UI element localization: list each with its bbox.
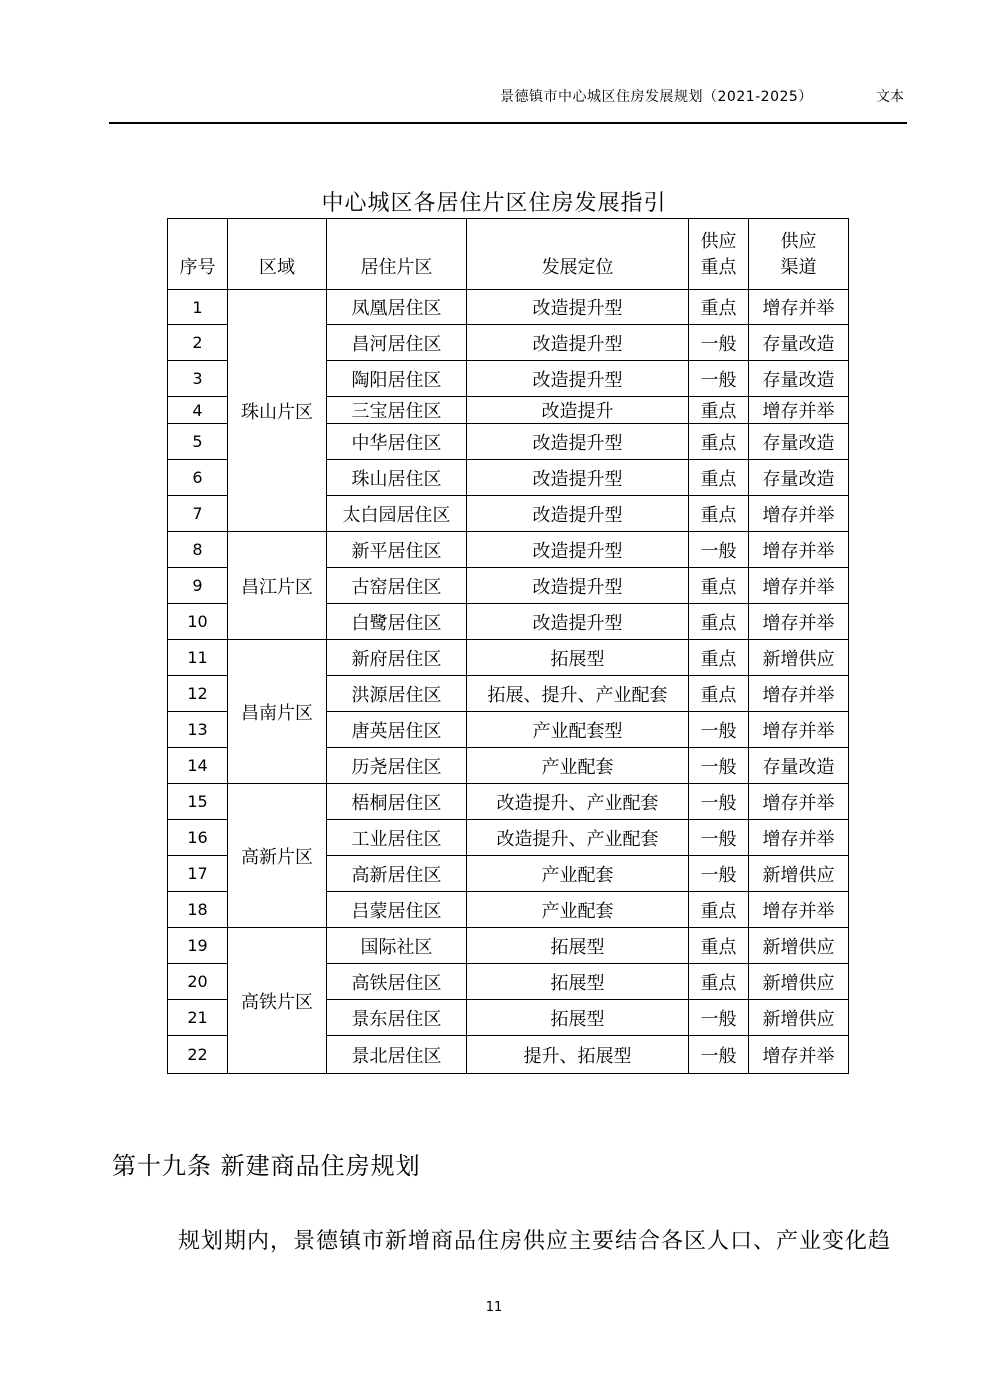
positioning-cell: 改造提升 [467, 397, 689, 424]
row-number: 1 [168, 290, 228, 325]
channel-cell: 增存并举 [749, 290, 849, 325]
channel-cell: 增存并举 [749, 712, 849, 748]
positioning-cell: 产业配套型 [467, 712, 689, 748]
table-row [168, 640, 849, 676]
district-cell: 珠山居住区 [327, 460, 467, 496]
priority-cell: 重点 [689, 424, 749, 460]
district-cell: 古窑居住区 [327, 568, 467, 604]
positioning-cell: 改造提升型 [467, 361, 689, 397]
priority-cell: 一般 [689, 712, 749, 748]
district-cell: 中华居住区 [327, 424, 467, 460]
positioning-cell: 产业配套 [467, 856, 689, 892]
priority-cell: 一般 [689, 361, 749, 397]
row-number: 2 [168, 325, 228, 361]
priority-cell: 一般 [689, 1000, 749, 1036]
priority-cell: 重点 [689, 676, 749, 712]
header-divider [109, 122, 907, 124]
positioning-cell: 改造提升、产业配套 [467, 784, 689, 820]
row-number: 22 [168, 1036, 228, 1074]
column-header-no: 序号 [168, 219, 228, 290]
channel-cell: 新增供应 [749, 640, 849, 676]
positioning-cell: 拓展、提升、产业配套 [467, 676, 689, 712]
district-cell: 高铁居住区 [327, 964, 467, 1000]
channel-cell: 新增供应 [749, 856, 849, 892]
district-cell: 景北居住区 [327, 1036, 467, 1074]
row-number: 5 [168, 424, 228, 460]
column-header-channel: 供应 渠道 [749, 219, 849, 290]
row-number: 12 [168, 676, 228, 712]
row-number: 11 [168, 640, 228, 676]
district-cell: 梧桐居住区 [327, 784, 467, 820]
district-cell: 新府居住区 [327, 640, 467, 676]
priority-cell: 一般 [689, 748, 749, 784]
table-body [168, 290, 849, 1074]
row-number: 16 [168, 820, 228, 856]
priority-cell: 重点 [689, 496, 749, 532]
channel-cell: 新增供应 [749, 964, 849, 1000]
district-cell: 白鹭居住区 [327, 604, 467, 640]
channel-cell: 存量改造 [749, 424, 849, 460]
row-number: 20 [168, 964, 228, 1000]
positioning-cell: 产业配套 [467, 748, 689, 784]
channel-cell: 新增供应 [749, 1000, 849, 1036]
channel-cell: 增存并举 [749, 892, 849, 928]
district-cell: 太白园居住区 [327, 496, 467, 532]
row-number: 3 [168, 361, 228, 397]
positioning-cell: 产业配套 [467, 892, 689, 928]
zone-cell: 昌江片区 [228, 532, 327, 640]
priority-cell: 一般 [689, 856, 749, 892]
zone-cell: 珠山片区 [228, 290, 327, 532]
priority-cell: 一般 [689, 532, 749, 568]
channel-cell: 增存并举 [749, 532, 849, 568]
zone-cell: 昌南片区 [228, 640, 327, 784]
district-cell: 新平居住区 [327, 532, 467, 568]
district-cell: 三宝居住区 [327, 397, 467, 424]
channel-cell: 增存并举 [749, 397, 849, 424]
table-title: 中心城区各居住片区住房发展指引 [321, 191, 667, 216]
priority-cell: 重点 [689, 397, 749, 424]
channel-cell: 存量改造 [749, 460, 849, 496]
row-number: 10 [168, 604, 228, 640]
channel-cell: 存量改造 [749, 325, 849, 361]
column-header-positioning: 发展定位 [467, 219, 689, 290]
table-row [168, 928, 849, 964]
row-number: 4 [168, 397, 228, 424]
row-number: 8 [168, 532, 228, 568]
positioning-cell: 改造提升型 [467, 604, 689, 640]
district-cell: 洪源居住区 [327, 676, 467, 712]
table-row [168, 784, 849, 820]
district-cell: 国际社区 [327, 928, 467, 964]
page-number: 11 [485, 1300, 503, 1315]
document-title: 景德镇市中心城区住房发展规划（2021-2025） [500, 89, 813, 105]
positioning-cell: 改造提升型 [467, 460, 689, 496]
channel-cell: 新增供应 [749, 928, 849, 964]
positioning-cell: 改造提升型 [467, 532, 689, 568]
positioning-cell: 改造提升型 [467, 325, 689, 361]
zone-cell: 高新片区 [228, 784, 327, 928]
housing-guide-table [167, 218, 849, 1074]
row-number: 7 [168, 496, 228, 532]
section-heading: 第十九条 新建商品住房规划 [112, 1152, 421, 1180]
table-row [168, 532, 849, 568]
row-number: 18 [168, 892, 228, 928]
column-header-priority: 供应 重点 [689, 219, 749, 290]
district-cell: 工业居住区 [327, 820, 467, 856]
priority-cell: 重点 [689, 928, 749, 964]
priority-cell: 一般 [689, 820, 749, 856]
positioning-cell: 拓展型 [467, 640, 689, 676]
row-number: 17 [168, 856, 228, 892]
channel-cell: 存量改造 [749, 361, 849, 397]
channel-cell: 增存并举 [749, 496, 849, 532]
district-cell: 凤凰居住区 [327, 290, 467, 325]
district-cell: 唐英居住区 [327, 712, 467, 748]
row-number: 19 [168, 928, 228, 964]
district-cell: 历尧居住区 [327, 748, 467, 784]
positioning-cell: 拓展型 [467, 1000, 689, 1036]
body-paragraph: 规划期内，景德镇市新增商品住房供应主要结合各区人口、产业变化趋 [178, 1229, 892, 1254]
positioning-cell: 改造提升型 [467, 424, 689, 460]
positioning-cell: 改造提升型 [467, 496, 689, 532]
district-cell: 吕蒙居住区 [327, 892, 467, 928]
channel-cell: 增存并举 [749, 676, 849, 712]
row-number: 14 [168, 748, 228, 784]
channel-cell: 增存并举 [749, 568, 849, 604]
priority-cell: 重点 [689, 460, 749, 496]
positioning-cell: 拓展型 [467, 964, 689, 1000]
priority-cell: 一般 [689, 784, 749, 820]
row-number: 6 [168, 460, 228, 496]
district-cell: 高新居住区 [327, 856, 467, 892]
district-cell: 景东居住区 [327, 1000, 467, 1036]
priority-cell: 一般 [689, 1036, 749, 1074]
row-number: 9 [168, 568, 228, 604]
channel-cell: 存量改造 [749, 748, 849, 784]
positioning-cell: 改造提升型 [467, 290, 689, 325]
priority-cell: 重点 [689, 604, 749, 640]
district-cell: 昌河居住区 [327, 325, 467, 361]
zone-cell: 高铁片区 [228, 928, 327, 1074]
positioning-cell: 提升、拓展型 [467, 1036, 689, 1074]
row-number: 15 [168, 784, 228, 820]
positioning-cell: 改造提升型 [467, 568, 689, 604]
section-label: 文本 [876, 89, 904, 105]
column-header-district: 居住片区 [327, 219, 467, 290]
positioning-cell: 改造提升、产业配套 [467, 820, 689, 856]
priority-cell: 一般 [689, 325, 749, 361]
channel-cell: 增存并举 [749, 1036, 849, 1074]
table-row [168, 290, 849, 325]
district-cell: 陶阳居住区 [327, 361, 467, 397]
channel-cell: 增存并举 [749, 784, 849, 820]
channel-cell: 增存并举 [749, 820, 849, 856]
positioning-cell: 拓展型 [467, 928, 689, 964]
priority-cell: 重点 [689, 964, 749, 1000]
row-number: 13 [168, 712, 228, 748]
channel-cell: 增存并举 [749, 604, 849, 640]
table-header-row [168, 219, 849, 290]
priority-cell: 重点 [689, 892, 749, 928]
priority-cell: 重点 [689, 568, 749, 604]
priority-cell: 重点 [689, 290, 749, 325]
column-header-zone: 区域 [228, 219, 327, 290]
priority-cell: 重点 [689, 640, 749, 676]
row-number: 21 [168, 1000, 228, 1036]
